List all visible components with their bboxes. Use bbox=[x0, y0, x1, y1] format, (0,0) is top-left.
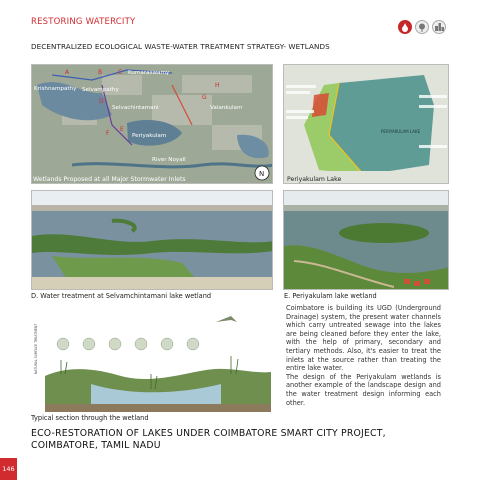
map-marker-b: B bbox=[98, 69, 103, 76]
water-drop-icon bbox=[398, 20, 412, 34]
map-marker-g: G bbox=[202, 94, 207, 101]
map-marker-c: C bbox=[118, 69, 123, 76]
map-marker-h: H bbox=[215, 82, 220, 89]
wetland-section-illustration bbox=[31, 304, 271, 412]
map2-caption: Periyakulam Lake bbox=[287, 176, 342, 183]
project-heading-line1: ECO-RESTORATION OF LAKES UNDER COIMBATORE SMART CITY PROJECT, bbox=[31, 428, 386, 439]
place-label: Selvachintamani bbox=[112, 105, 159, 111]
body-paragraph: The design of the Periyakulam wetlands is another example of the landscape design and the water treatment design informing each other. bbox=[286, 372, 441, 407]
place-label: Periyakulam bbox=[132, 133, 167, 139]
place-label: Kumaraswamy bbox=[128, 70, 170, 76]
section-caption: Typical section through the wetland bbox=[31, 414, 149, 422]
place-label: Valankulam bbox=[210, 105, 243, 111]
lake-label: PERIYAKULAM LAKE bbox=[381, 129, 421, 134]
header-icons bbox=[398, 20, 446, 34]
section-side-label: NATURAL SURFACE TREATMENT bbox=[34, 323, 38, 374]
project-heading bbox=[31, 428, 386, 452]
map-marker-d: D bbox=[99, 98, 104, 105]
map-marker-a: A bbox=[65, 69, 70, 76]
periyakulam-lake-plan bbox=[283, 64, 449, 184]
page-title: RESTORING WATERCITY bbox=[31, 17, 136, 27]
selvamchintamani-wetland-photo bbox=[31, 190, 273, 290]
map-marker-f: F bbox=[106, 130, 110, 137]
svg-text:N: N bbox=[259, 170, 265, 178]
periyakulam-wetland-photo bbox=[283, 190, 449, 290]
map1-caption: Wetlands Proposed at all Major Stormwater Inlets bbox=[33, 176, 186, 183]
compass-icon bbox=[255, 166, 269, 180]
photo2-caption: E. Periyakulam lake wetland bbox=[284, 292, 377, 300]
place-label: Krishnampathy bbox=[34, 86, 77, 92]
place-label: River Noyall bbox=[152, 157, 186, 163]
tree-icon bbox=[415, 20, 429, 34]
project-heading-line2: COIMBATORE, TAMIL NADU bbox=[31, 440, 161, 451]
body-paragraph: Coimbatore is building its UGD (Underground Drainage) system, the present water channels which carry untreated sewage into the lakes are being cleaned before they enter the lake, with the help of primary, secondary and tertiary methods. Also, it's easier to treat the inlets at the source rather than treating the entire lake water. bbox=[286, 304, 441, 373]
stormwater-inlets-map bbox=[31, 64, 273, 184]
page-subtitle: DECENTRALIZED ECOLOGICAL WASTE-WATER TREATMENT STRATEGY- WETLANDS bbox=[31, 42, 330, 51]
photo1-caption: D. Water treatment at Selvamchintamani lake wetland bbox=[31, 292, 212, 300]
page-number: 146 bbox=[0, 458, 17, 480]
city-icon bbox=[432, 20, 446, 34]
place-label: Selvampathy bbox=[82, 87, 119, 93]
map-marker-e: E bbox=[120, 126, 124, 133]
body-text bbox=[286, 304, 441, 407]
